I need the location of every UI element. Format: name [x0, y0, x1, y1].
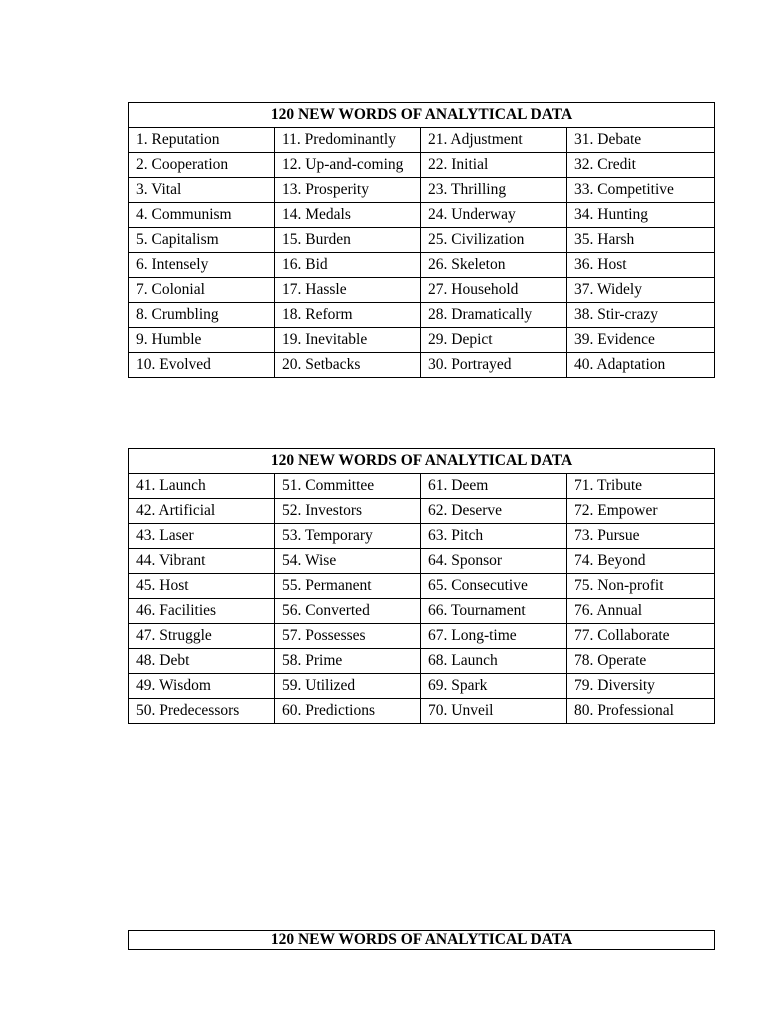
word-cell: 47. Struggle [129, 624, 275, 649]
word-cell: 75. Non-profit [567, 574, 715, 599]
table-title-row [129, 103, 715, 128]
word-cell: 60. Predictions [275, 699, 421, 724]
word-table-2 [128, 448, 715, 724]
table-row [129, 674, 715, 699]
word-cell: 61. Deem [421, 474, 567, 499]
word-cell: 12. Up-and-coming [275, 153, 421, 178]
word-cell: 13. Prosperity [275, 178, 421, 203]
word-cell: 77. Collaborate [567, 624, 715, 649]
word-cell: 51. Committee [275, 474, 421, 499]
word-cell: 36. Host [567, 253, 715, 278]
word-cell: 45. Host [129, 574, 275, 599]
word-cell: 32. Credit [567, 153, 715, 178]
word-cell: 19. Inevitable [275, 328, 421, 353]
word-cell: 33. Competitive [567, 178, 715, 203]
word-cell: 28. Dramatically [421, 303, 567, 328]
word-cell: 56. Converted [275, 599, 421, 624]
word-cell: 2. Cooperation [129, 153, 275, 178]
table-title-row [129, 449, 715, 474]
word-cell: 15. Burden [275, 228, 421, 253]
word-cell: 34. Hunting [567, 203, 715, 228]
table-row [129, 474, 715, 499]
word-cell: 25. Civilization [421, 228, 567, 253]
word-cell: 59. Utilized [275, 674, 421, 699]
word-cell: 80. Professional [567, 699, 715, 724]
word-cell: 74. Beyond [567, 549, 715, 574]
table-row [129, 699, 715, 724]
word-cell: 40. Adaptation [567, 353, 715, 378]
word-cell: 24. Underway [421, 203, 567, 228]
word-cell: 3. Vital [129, 178, 275, 203]
word-cell: 41. Launch [129, 474, 275, 499]
table-title-row [129, 931, 715, 950]
word-table-1 [128, 102, 715, 378]
table-row [129, 203, 715, 228]
table-row [129, 599, 715, 624]
word-cell: 52. Investors [275, 499, 421, 524]
word-cell: 31. Debate [567, 128, 715, 153]
table-row [129, 574, 715, 599]
table-row [129, 228, 715, 253]
table-title: 120 NEW WORDS OF ANALYTICAL DATA [129, 449, 715, 474]
word-cell: 37. Widely [567, 278, 715, 303]
word-cell: 76. Annual [567, 599, 715, 624]
word-cell: 73. Pursue [567, 524, 715, 549]
word-cell: 8. Crumbling [129, 303, 275, 328]
table-body [129, 474, 715, 724]
word-cell: 23. Thrilling [421, 178, 567, 203]
table-row [129, 624, 715, 649]
table-row [129, 649, 715, 674]
word-cell: 62. Deserve [421, 499, 567, 524]
table-row [129, 178, 715, 203]
word-cell: 64. Sponsor [421, 549, 567, 574]
word-cell: 30. Portrayed [421, 353, 567, 378]
word-cell: 66. Tournament [421, 599, 567, 624]
word-cell: 35. Harsh [567, 228, 715, 253]
word-cell: 48. Debt [129, 649, 275, 674]
word-cell: 14. Medals [275, 203, 421, 228]
word-cell: 9. Humble [129, 328, 275, 353]
word-cell: 67. Long-time [421, 624, 567, 649]
word-cell: 11. Predominantly [275, 128, 421, 153]
word-cell: 68. Launch [421, 649, 567, 674]
word-cell: 39. Evidence [567, 328, 715, 353]
word-cell: 70. Unveil [421, 699, 567, 724]
word-cell: 6. Intensely [129, 253, 275, 278]
word-cell: 42. Artificial [129, 499, 275, 524]
word-table-3 [128, 930, 715, 950]
word-cell: 78. Operate [567, 649, 715, 674]
word-cell: 72. Empower [567, 499, 715, 524]
table-row [129, 303, 715, 328]
table-row [129, 353, 715, 378]
word-cell: 50. Predecessors [129, 699, 275, 724]
word-cell: 58. Prime [275, 649, 421, 674]
table-title: 120 NEW WORDS OF ANALYTICAL DATA [129, 931, 715, 950]
word-cell: 21. Adjustment [421, 128, 567, 153]
word-cell: 46. Facilities [129, 599, 275, 624]
word-cell: 5. Capitalism [129, 228, 275, 253]
word-cell: 4. Communism [129, 203, 275, 228]
word-cell: 1. Reputation [129, 128, 275, 153]
word-cell: 43. Laser [129, 524, 275, 549]
table-row [129, 253, 715, 278]
table-row [129, 499, 715, 524]
word-cell: 65. Consecutive [421, 574, 567, 599]
word-cell: 44. Vibrant [129, 549, 275, 574]
word-cell: 71. Tribute [567, 474, 715, 499]
table-row [129, 549, 715, 574]
table-row [129, 328, 715, 353]
table-row [129, 524, 715, 549]
word-cell: 38. Stir-crazy [567, 303, 715, 328]
word-cell: 29. Depict [421, 328, 567, 353]
word-cell: 10. Evolved [129, 353, 275, 378]
word-cell: 16. Bid [275, 253, 421, 278]
word-cell: 26. Skeleton [421, 253, 567, 278]
word-cell: 57. Possesses [275, 624, 421, 649]
word-cell: 53. Temporary [275, 524, 421, 549]
word-cell: 17. Hassle [275, 278, 421, 303]
word-cell: 49. Wisdom [129, 674, 275, 699]
table-title: 120 NEW WORDS OF ANALYTICAL DATA [129, 103, 715, 128]
table-row [129, 278, 715, 303]
word-cell: 69. Spark [421, 674, 567, 699]
word-cell: 79. Diversity [567, 674, 715, 699]
word-cell: 54. Wise [275, 549, 421, 574]
word-cell: 18. Reform [275, 303, 421, 328]
table-row [129, 128, 715, 153]
table-row [129, 153, 715, 178]
word-cell: 22. Initial [421, 153, 567, 178]
word-cell: 7. Colonial [129, 278, 275, 303]
word-cell: 55. Permanent [275, 574, 421, 599]
table-body [129, 128, 715, 378]
word-cell: 63. Pitch [421, 524, 567, 549]
word-cell: 20. Setbacks [275, 353, 421, 378]
word-cell: 27. Household [421, 278, 567, 303]
